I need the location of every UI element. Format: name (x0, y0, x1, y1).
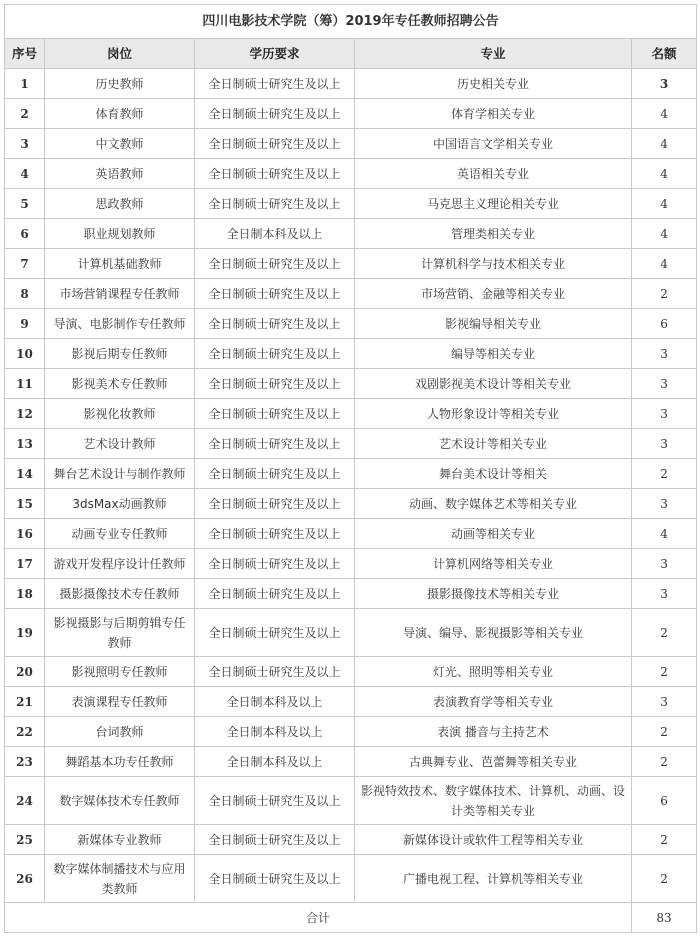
row-position: 职业规划教师 (45, 219, 195, 249)
row-position: 游戏开发程序设计任教师 (45, 549, 195, 579)
row-education: 全日制本科及以上 (195, 717, 355, 747)
row-major: 市场营销、金融等相关专业 (355, 279, 632, 309)
row-quota: 4 (632, 99, 697, 129)
row-education: 全日制硕士研究生及以上 (195, 825, 355, 855)
row-quota: 4 (632, 159, 697, 189)
row-major: 广播电视工程、计算机等相关专业 (355, 855, 632, 903)
header-major: 专业 (355, 39, 632, 69)
row-position: 中文教师 (45, 129, 195, 159)
table-row (5, 459, 697, 489)
row-quota: 3 (632, 549, 697, 579)
row-major: 艺术设计等相关专业 (355, 429, 632, 459)
row-quota: 3 (632, 687, 697, 717)
header-position: 岗位 (45, 39, 195, 69)
row-education: 全日制硕士研究生及以上 (195, 777, 355, 825)
row-no: 9 (5, 309, 45, 339)
row-education: 全日制本科及以上 (195, 687, 355, 717)
header-education: 学历要求 (195, 39, 355, 69)
row-education: 全日制硕士研究生及以上 (195, 279, 355, 309)
header-quota: 名额 (632, 39, 697, 69)
table-row (5, 825, 697, 855)
row-major: 管理类相关专业 (355, 219, 632, 249)
row-no: 6 (5, 219, 45, 249)
row-quota: 2 (632, 717, 697, 747)
row-quota: 3 (632, 429, 697, 459)
row-position: 影视美术专任教师 (45, 369, 195, 399)
row-major: 影视编导相关专业 (355, 309, 632, 339)
row-no: 26 (5, 855, 45, 903)
row-position: 舞台艺术设计与制作教师 (45, 459, 195, 489)
row-quota: 2 (632, 825, 697, 855)
row-education: 全日制硕士研究生及以上 (195, 129, 355, 159)
table-row (5, 219, 697, 249)
row-quota: 3 (632, 339, 697, 369)
row-quota: 4 (632, 189, 697, 219)
table-row (5, 777, 697, 825)
row-education: 全日制本科及以上 (195, 747, 355, 777)
row-quota: 3 (632, 489, 697, 519)
row-quota: 2 (632, 459, 697, 489)
row-position: 影视化妆教师 (45, 399, 195, 429)
row-position: 历史教师 (45, 69, 195, 99)
row-no: 12 (5, 399, 45, 429)
total-value: 83 (632, 903, 697, 933)
row-quota: 2 (632, 855, 697, 903)
row-major: 影视特效技术、数字媒体技术、计算机、动画、设计类等相关专业 (355, 777, 632, 825)
row-major: 戏剧影视美术设计等相关专业 (355, 369, 632, 399)
table-row (5, 687, 697, 717)
row-education: 全日制硕士研究生及以上 (195, 519, 355, 549)
row-quota: 2 (632, 747, 697, 777)
row-no: 21 (5, 687, 45, 717)
row-major: 计算机科学与技术相关专业 (355, 249, 632, 279)
row-position: 导演、电影制作专任教师 (45, 309, 195, 339)
row-no: 23 (5, 747, 45, 777)
row-education: 全日制硕士研究生及以上 (195, 189, 355, 219)
table-row (5, 339, 697, 369)
row-no: 1 (5, 69, 45, 99)
row-no: 8 (5, 279, 45, 309)
table-row (5, 189, 697, 219)
row-quota: 2 (632, 609, 697, 657)
row-no: 14 (5, 459, 45, 489)
row-major: 计算机网络等相关专业 (355, 549, 632, 579)
table-row (5, 159, 697, 189)
row-education: 全日制硕士研究生及以上 (195, 429, 355, 459)
table-row (5, 249, 697, 279)
row-education: 全日制本科及以上 (195, 219, 355, 249)
table-header-row (5, 39, 697, 69)
row-major: 导演、编导、影视摄影等相关专业 (355, 609, 632, 657)
row-no: 18 (5, 579, 45, 609)
row-quota: 6 (632, 309, 697, 339)
row-quota: 2 (632, 657, 697, 687)
row-position: 表演课程专任教师 (45, 687, 195, 717)
row-education: 全日制硕士研究生及以上 (195, 549, 355, 579)
row-major: 表演教育学等相关专业 (355, 687, 632, 717)
row-position: 摄影摄像技术专任教师 (45, 579, 195, 609)
row-no: 5 (5, 189, 45, 219)
row-major: 动画等相关专业 (355, 519, 632, 549)
row-position: 动画专业专任教师 (45, 519, 195, 549)
row-education: 全日制硕士研究生及以上 (195, 609, 355, 657)
table-row (5, 279, 697, 309)
row-education: 全日制硕士研究生及以上 (195, 459, 355, 489)
row-position: 体育教师 (45, 99, 195, 129)
row-education: 全日制硕士研究生及以上 (195, 339, 355, 369)
table-row (5, 657, 697, 687)
row-position: 计算机基础教师 (45, 249, 195, 279)
row-education: 全日制硕士研究生及以上 (195, 489, 355, 519)
row-education: 全日制硕士研究生及以上 (195, 69, 355, 99)
row-quota: 3 (632, 579, 697, 609)
row-no: 4 (5, 159, 45, 189)
table-row (5, 369, 697, 399)
row-position: 影视摄影与后期剪辑专任教师 (45, 609, 195, 657)
row-education: 全日制硕士研究生及以上 (195, 99, 355, 129)
total-row (5, 903, 697, 933)
row-major: 动画、数字媒体艺术等相关专业 (355, 489, 632, 519)
row-education: 全日制硕士研究生及以上 (195, 249, 355, 279)
row-quota: 2 (632, 279, 697, 309)
row-no: 16 (5, 519, 45, 549)
row-no: 19 (5, 609, 45, 657)
table-row (5, 69, 697, 99)
table-title-row (5, 5, 697, 39)
row-position: 新媒体专业教师 (45, 825, 195, 855)
row-quota: 3 (632, 399, 697, 429)
row-major: 马克思主义理论相关专业 (355, 189, 632, 219)
row-education: 全日制硕士研究生及以上 (195, 855, 355, 903)
row-education: 全日制硕士研究生及以上 (195, 159, 355, 189)
header-no: 序号 (5, 39, 45, 69)
row-position: 数字媒体技术专任教师 (45, 777, 195, 825)
table-row (5, 855, 697, 903)
row-position: 影视照明专任教师 (45, 657, 195, 687)
row-no: 15 (5, 489, 45, 519)
row-no: 10 (5, 339, 45, 369)
row-education: 全日制硕士研究生及以上 (195, 309, 355, 339)
row-major: 舞台美术设计等相关 (355, 459, 632, 489)
row-quota: 4 (632, 249, 697, 279)
row-major: 人物形象设计等相关专业 (355, 399, 632, 429)
row-major: 历史相关专业 (355, 69, 632, 99)
row-position: 3dsMax动画教师 (45, 489, 195, 519)
row-position: 舞蹈基本功专任教师 (45, 747, 195, 777)
row-quota: 4 (632, 519, 697, 549)
table-row (5, 519, 697, 549)
row-major: 灯光、照明等相关专业 (355, 657, 632, 687)
row-education: 全日制硕士研究生及以上 (195, 657, 355, 687)
table-row (5, 489, 697, 519)
row-major: 英语相关专业 (355, 159, 632, 189)
row-position: 英语教师 (45, 159, 195, 189)
table-row (5, 399, 697, 429)
row-education: 全日制硕士研究生及以上 (195, 369, 355, 399)
row-position: 数字媒体制播技术与应用类教师 (45, 855, 195, 903)
row-position: 思政教师 (45, 189, 195, 219)
row-major: 编导等相关专业 (355, 339, 632, 369)
row-no: 24 (5, 777, 45, 825)
row-no: 17 (5, 549, 45, 579)
row-position: 影视后期专任教师 (45, 339, 195, 369)
row-quota: 3 (632, 69, 697, 99)
table-row (5, 747, 697, 777)
table-row (5, 609, 697, 657)
row-quota: 4 (632, 219, 697, 249)
row-no: 2 (5, 99, 45, 129)
table-row (5, 717, 697, 747)
table-row (5, 579, 697, 609)
row-no: 20 (5, 657, 45, 687)
table-row (5, 99, 697, 129)
row-no: 7 (5, 249, 45, 279)
row-education: 全日制硕士研究生及以上 (195, 399, 355, 429)
row-major: 体育学相关专业 (355, 99, 632, 129)
recruitment-table (4, 4, 697, 933)
row-education: 全日制硕士研究生及以上 (195, 579, 355, 609)
table-body (5, 69, 697, 903)
row-position: 台词教师 (45, 717, 195, 747)
row-no: 25 (5, 825, 45, 855)
row-no: 22 (5, 717, 45, 747)
row-no: 3 (5, 129, 45, 159)
table-row (5, 309, 697, 339)
table-row (5, 549, 697, 579)
row-major: 摄影摄像技术等相关专业 (355, 579, 632, 609)
row-quota: 3 (632, 369, 697, 399)
row-major: 古典舞专业、芭蕾舞等相关专业 (355, 747, 632, 777)
row-quota: 4 (632, 129, 697, 159)
row-quota: 6 (632, 777, 697, 825)
row-no: 13 (5, 429, 45, 459)
recruitment-table-container (4, 4, 696, 933)
row-major: 中国语言文学相关专业 (355, 129, 632, 159)
table-row (5, 129, 697, 159)
row-major: 新媒体设计或软件工程等相关专业 (355, 825, 632, 855)
table-title: 四川电影技术学院（筹）2019年专任教师招聘公告 (5, 5, 697, 39)
row-no: 11 (5, 369, 45, 399)
row-position: 市场营销课程专任教师 (45, 279, 195, 309)
row-position: 艺术设计教师 (45, 429, 195, 459)
total-label: 合计 (5, 903, 632, 933)
row-major: 表演 播音与主持艺术 (355, 717, 632, 747)
table-row (5, 429, 697, 459)
